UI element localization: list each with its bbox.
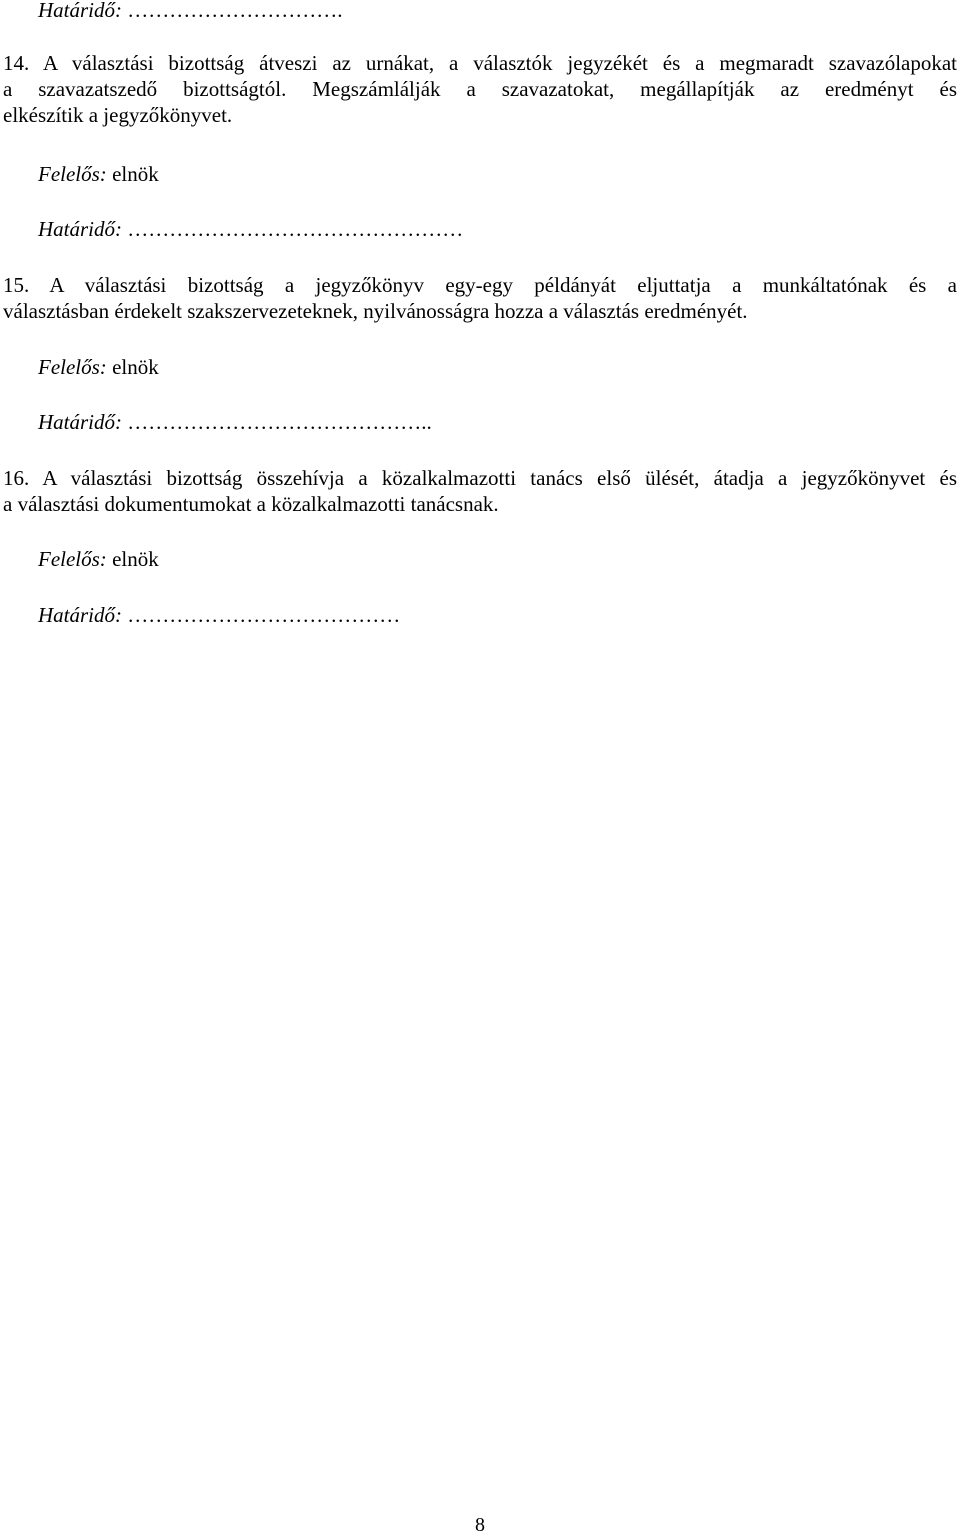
paragraph-line: 14. A választási bizottság átveszi az urnákat, a választók jegyzékét és a megmaradt szavazólapokat bbox=[3, 51, 957, 75]
deadline-line bbox=[38, 603, 400, 627]
deadline-label: Határidő: bbox=[38, 603, 122, 627]
responsible-line bbox=[38, 162, 159, 186]
responsible-line bbox=[38, 547, 159, 571]
paragraph-line: a szavazatszedő bizottságtól. Megszámlálják a szavazatokat, megállapítják az eredményt és bbox=[3, 77, 957, 101]
responsible-label: Felelős: bbox=[38, 162, 107, 186]
responsible-label: Felelős: bbox=[38, 355, 107, 379]
paragraph-14 bbox=[3, 50, 957, 128]
deadline-dots: ………………………………………… bbox=[127, 217, 464, 241]
deadline-line bbox=[38, 0, 343, 22]
paragraph-line: elkészítik a jegyzőkönyvet. bbox=[3, 103, 233, 127]
responsible-value: elnök bbox=[112, 162, 159, 186]
paragraph-15 bbox=[3, 272, 957, 324]
page-number: 8 bbox=[475, 1514, 485, 1536]
deadline-line bbox=[38, 217, 463, 241]
responsible-value: elnök bbox=[112, 355, 159, 379]
deadline-label: Határidő: bbox=[38, 410, 122, 434]
deadline-dots: …………………………. bbox=[127, 0, 343, 22]
responsible-label: Felelős: bbox=[38, 547, 107, 571]
paragraph-16 bbox=[3, 465, 957, 517]
deadline-dots: ………………………………… bbox=[127, 603, 401, 627]
deadline-label: Határidő: bbox=[38, 217, 122, 241]
responsible-value: elnök bbox=[112, 547, 159, 571]
responsible-line bbox=[38, 355, 159, 379]
deadline-line bbox=[38, 410, 432, 434]
deadline-label: Határidő: bbox=[38, 0, 122, 22]
paragraph-line: 16. A választási bizottság összehívja a közalkalmazotti tanács első ülését, átadja a jegyzőkönyvet és bbox=[3, 466, 957, 490]
paragraph-line: 15. A választási bizottság a jegyzőkönyv egy-egy példányát eljuttatja a munkáltatónak és a bbox=[3, 273, 957, 297]
paragraph-line: választásban érdekelt szakszervezeteknek, nyilvánosságra hozza a választás eredményét. bbox=[3, 299, 748, 323]
paragraph-line: a választási dokumentumokat a közalkalmazotti tanácsnak. bbox=[3, 492, 499, 516]
deadline-dots: …………………………………….. bbox=[127, 410, 432, 434]
